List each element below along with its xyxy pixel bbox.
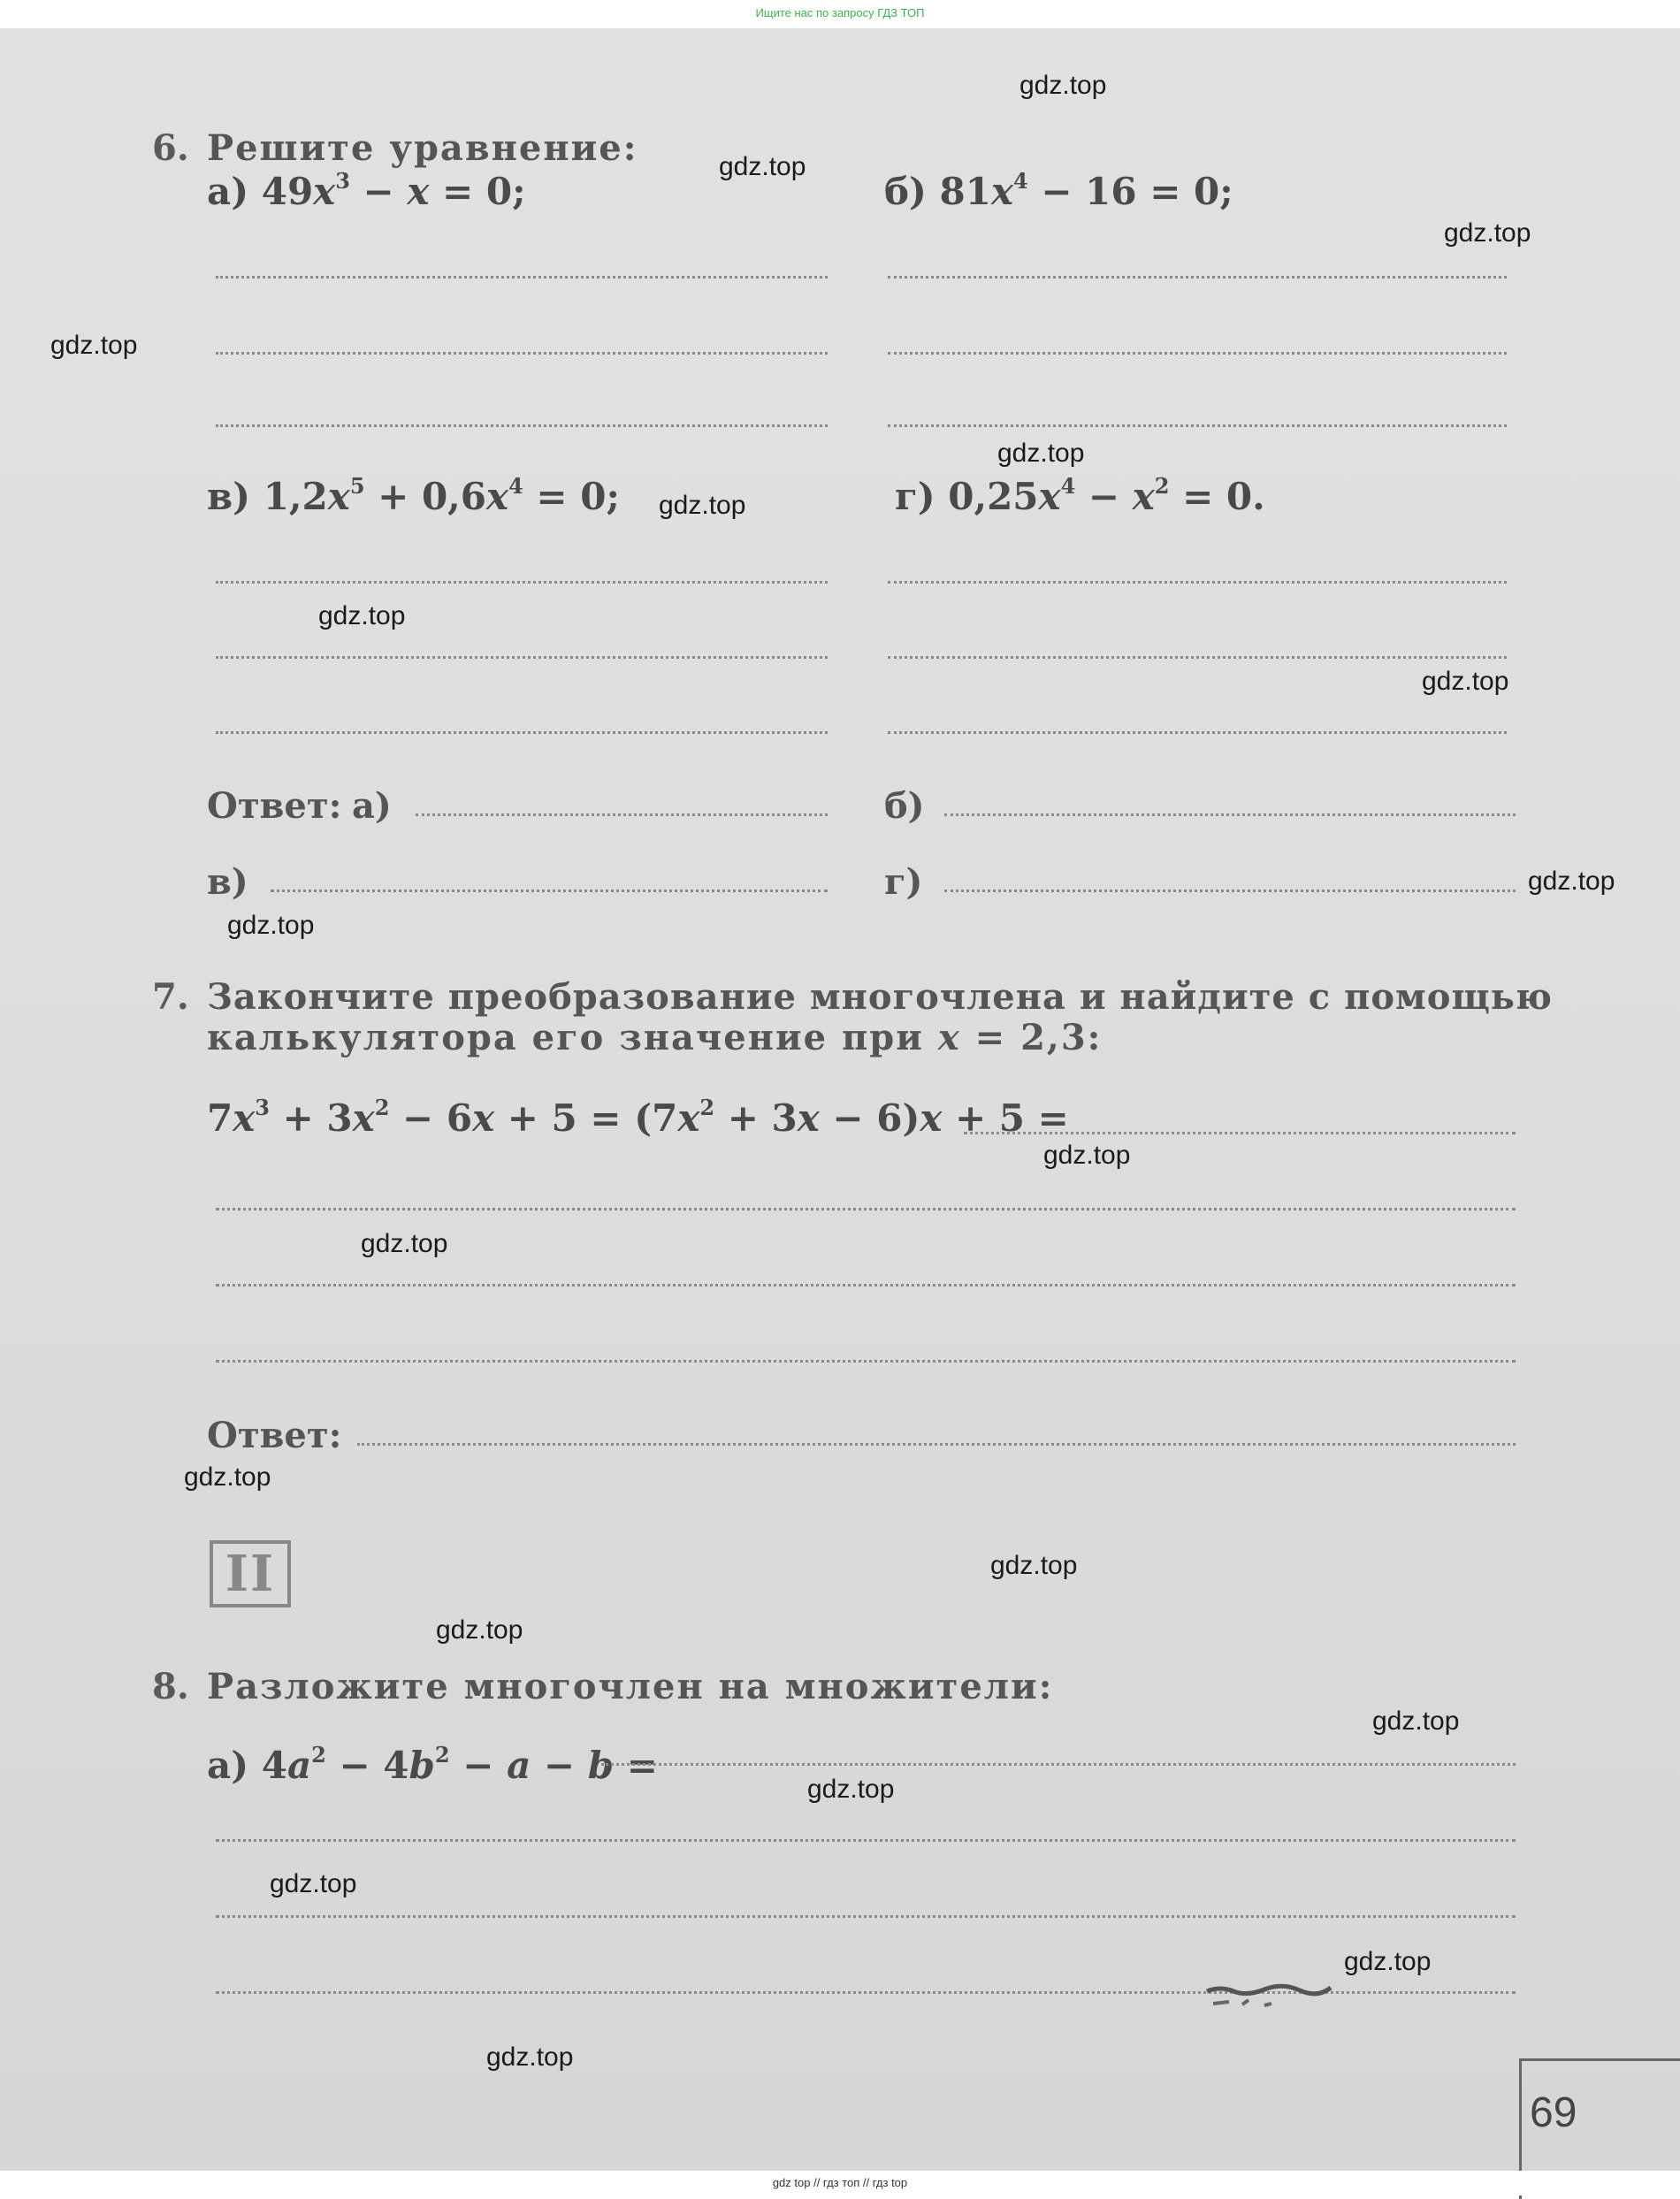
task6-number: 6. bbox=[152, 127, 189, 169]
watermark-text: gdz.top bbox=[1019, 71, 1107, 100]
watermark-text: gdz.top bbox=[719, 152, 806, 181]
answer-line[interactable] bbox=[216, 1915, 1516, 1918]
task6-answer-b-label: б) bbox=[884, 785, 925, 827]
watermark-text: gdz.top bbox=[1372, 1707, 1460, 1736]
eq-label: а) bbox=[207, 1744, 249, 1787]
eq-op: + 0,6 bbox=[364, 475, 487, 518]
eq-var: x bbox=[327, 475, 350, 518]
task6-equation-a bbox=[207, 170, 526, 213]
eq-exp: 3 bbox=[335, 168, 350, 194]
task6-title: Решите уравнение: bbox=[207, 127, 638, 169]
section-marker: II bbox=[210, 1540, 291, 1607]
eq-tail: = 0. bbox=[1169, 475, 1265, 518]
watermark-text: gdz.top bbox=[227, 911, 315, 940]
task7-text-part: = 2,3: bbox=[960, 1017, 1103, 1058]
watermark-text: gdz.top bbox=[318, 601, 406, 630]
answer-line[interactable] bbox=[216, 656, 828, 659]
eq-label: в) bbox=[207, 475, 251, 518]
watermark-text: gdz.top bbox=[1043, 1141, 1131, 1170]
bottom-banner: gdz top // гдз топ // гдз top bbox=[0, 2171, 1680, 2195]
watermark-text: gdz.top bbox=[270, 1869, 357, 1898]
task6-answer-a-label: а) bbox=[352, 785, 392, 827]
watermark-text: gdz.top bbox=[1444, 218, 1531, 248]
task6-equation-b bbox=[884, 170, 1233, 213]
eq-coef: 1,2 bbox=[263, 475, 328, 518]
top-banner: Ищите нас по запросу ГДЗ ТОП bbox=[0, 0, 1680, 28]
answer-line[interactable] bbox=[216, 1284, 1516, 1287]
eq-tail: = 0; bbox=[523, 475, 620, 518]
answer-line[interactable] bbox=[888, 656, 1507, 659]
eq-exp: 4 bbox=[508, 473, 523, 499]
watermark-text: gdz.top bbox=[997, 439, 1085, 468]
answer-d-line[interactable] bbox=[944, 890, 1516, 892]
eq-label: а) bbox=[207, 170, 249, 213]
answer-line[interactable] bbox=[888, 731, 1507, 734]
answer-line[interactable] bbox=[964, 1132, 1516, 1134]
answer-line[interactable] bbox=[601, 1763, 1516, 1766]
task6-equation-d bbox=[895, 475, 1265, 518]
task7-text-part: калькулятора его значение при bbox=[207, 1017, 938, 1058]
answer-a-line[interactable] bbox=[416, 813, 828, 816]
task8-expression-a: а) $4a^2 - 4b^2 - a - b$ = bbox=[207, 1742, 658, 1787]
answer-line[interactable] bbox=[216, 581, 828, 584]
eq-var: x bbox=[486, 475, 509, 518]
answer-b-line[interactable] bbox=[944, 813, 1516, 816]
ink-smudge bbox=[1203, 1982, 1335, 2009]
watermark-text: gdz.top bbox=[1422, 667, 1509, 696]
watermark-text: gdz.top bbox=[486, 2042, 574, 2072]
task7-answer-label: Ответ: bbox=[207, 1415, 342, 1456]
eq-exp: 4 bbox=[1013, 168, 1028, 194]
task7-text-line1: Закончите преобразование многочлена и найдите с помощью bbox=[207, 976, 1553, 1018]
answer-line[interactable] bbox=[216, 276, 828, 279]
task8-title: Разложите многочлен на множители: bbox=[207, 1666, 1054, 1707]
task7-text-line2 bbox=[207, 1017, 1102, 1058]
eq-exp: 5 bbox=[349, 473, 365, 499]
task6-answer-label: Ответ: bbox=[207, 785, 342, 827]
page-number: 69 bbox=[1530, 2089, 1577, 2136]
eq-var: x bbox=[1038, 475, 1061, 518]
task6-answer-c-label: в) bbox=[207, 861, 248, 903]
watermark-text: gdz.top bbox=[990, 1551, 1078, 1580]
watermark-text: gdz.top bbox=[807, 1775, 895, 1804]
watermark-text: gdz.top bbox=[184, 1462, 271, 1492]
task8-number: 8. bbox=[152, 1666, 189, 1707]
eq-var: x bbox=[1132, 475, 1155, 518]
answer-line[interactable] bbox=[216, 731, 828, 734]
workbook-page bbox=[0, 28, 1680, 2171]
eq-coef: 0,25 bbox=[948, 475, 1039, 518]
eq-var: x bbox=[990, 170, 1014, 213]
eq-tail: = 0; bbox=[429, 170, 526, 213]
answer-line[interactable] bbox=[888, 424, 1507, 427]
task6-equation-c bbox=[207, 475, 620, 518]
answer-line[interactable] bbox=[216, 352, 828, 355]
eq-exp: 2 bbox=[1154, 473, 1170, 499]
eq-label: б) bbox=[884, 170, 927, 213]
eq-exp: 4 bbox=[1060, 473, 1076, 499]
task6-answer-d-label: г) bbox=[884, 861, 923, 903]
task7-polynomial: $7x^3 + 3x^2 - 6x + 5 = (7x^2 + 3x - 6)x + 5$ = bbox=[207, 1095, 1069, 1140]
answer-line[interactable] bbox=[216, 1208, 1516, 1210]
answer-line[interactable] bbox=[216, 1360, 1516, 1363]
answer-line[interactable] bbox=[216, 424, 828, 427]
answer-line[interactable] bbox=[888, 276, 1507, 279]
watermark-text: gdz.top bbox=[361, 1229, 448, 1258]
task7-number: 7. bbox=[152, 976, 189, 1018]
eq-var: x bbox=[313, 170, 336, 213]
answer-line[interactable] bbox=[888, 581, 1507, 584]
eq-var: x bbox=[407, 170, 430, 213]
eq-tail: − 16 = 0; bbox=[1027, 170, 1233, 213]
watermark-text: gdz.top bbox=[1528, 867, 1615, 896]
eq-coef: 81 bbox=[939, 170, 991, 213]
eq-coef: 49 bbox=[261, 170, 314, 213]
task7-answer-line[interactable] bbox=[357, 1443, 1516, 1446]
watermark-text: gdz.top bbox=[1344, 1947, 1432, 1976]
eq-op: − bbox=[1075, 475, 1133, 518]
watermark-text: gdz.top bbox=[50, 331, 138, 360]
answer-c-line[interactable] bbox=[271, 890, 828, 892]
eq-label: г) bbox=[895, 475, 935, 518]
eq-op: − bbox=[349, 170, 408, 213]
watermark-text: gdz.top bbox=[659, 491, 746, 520]
task7-var: x bbox=[937, 1017, 961, 1058]
answer-line[interactable] bbox=[216, 1839, 1516, 1842]
answer-line[interactable] bbox=[888, 352, 1507, 355]
watermark-text: gdz.top bbox=[436, 1615, 523, 1645]
